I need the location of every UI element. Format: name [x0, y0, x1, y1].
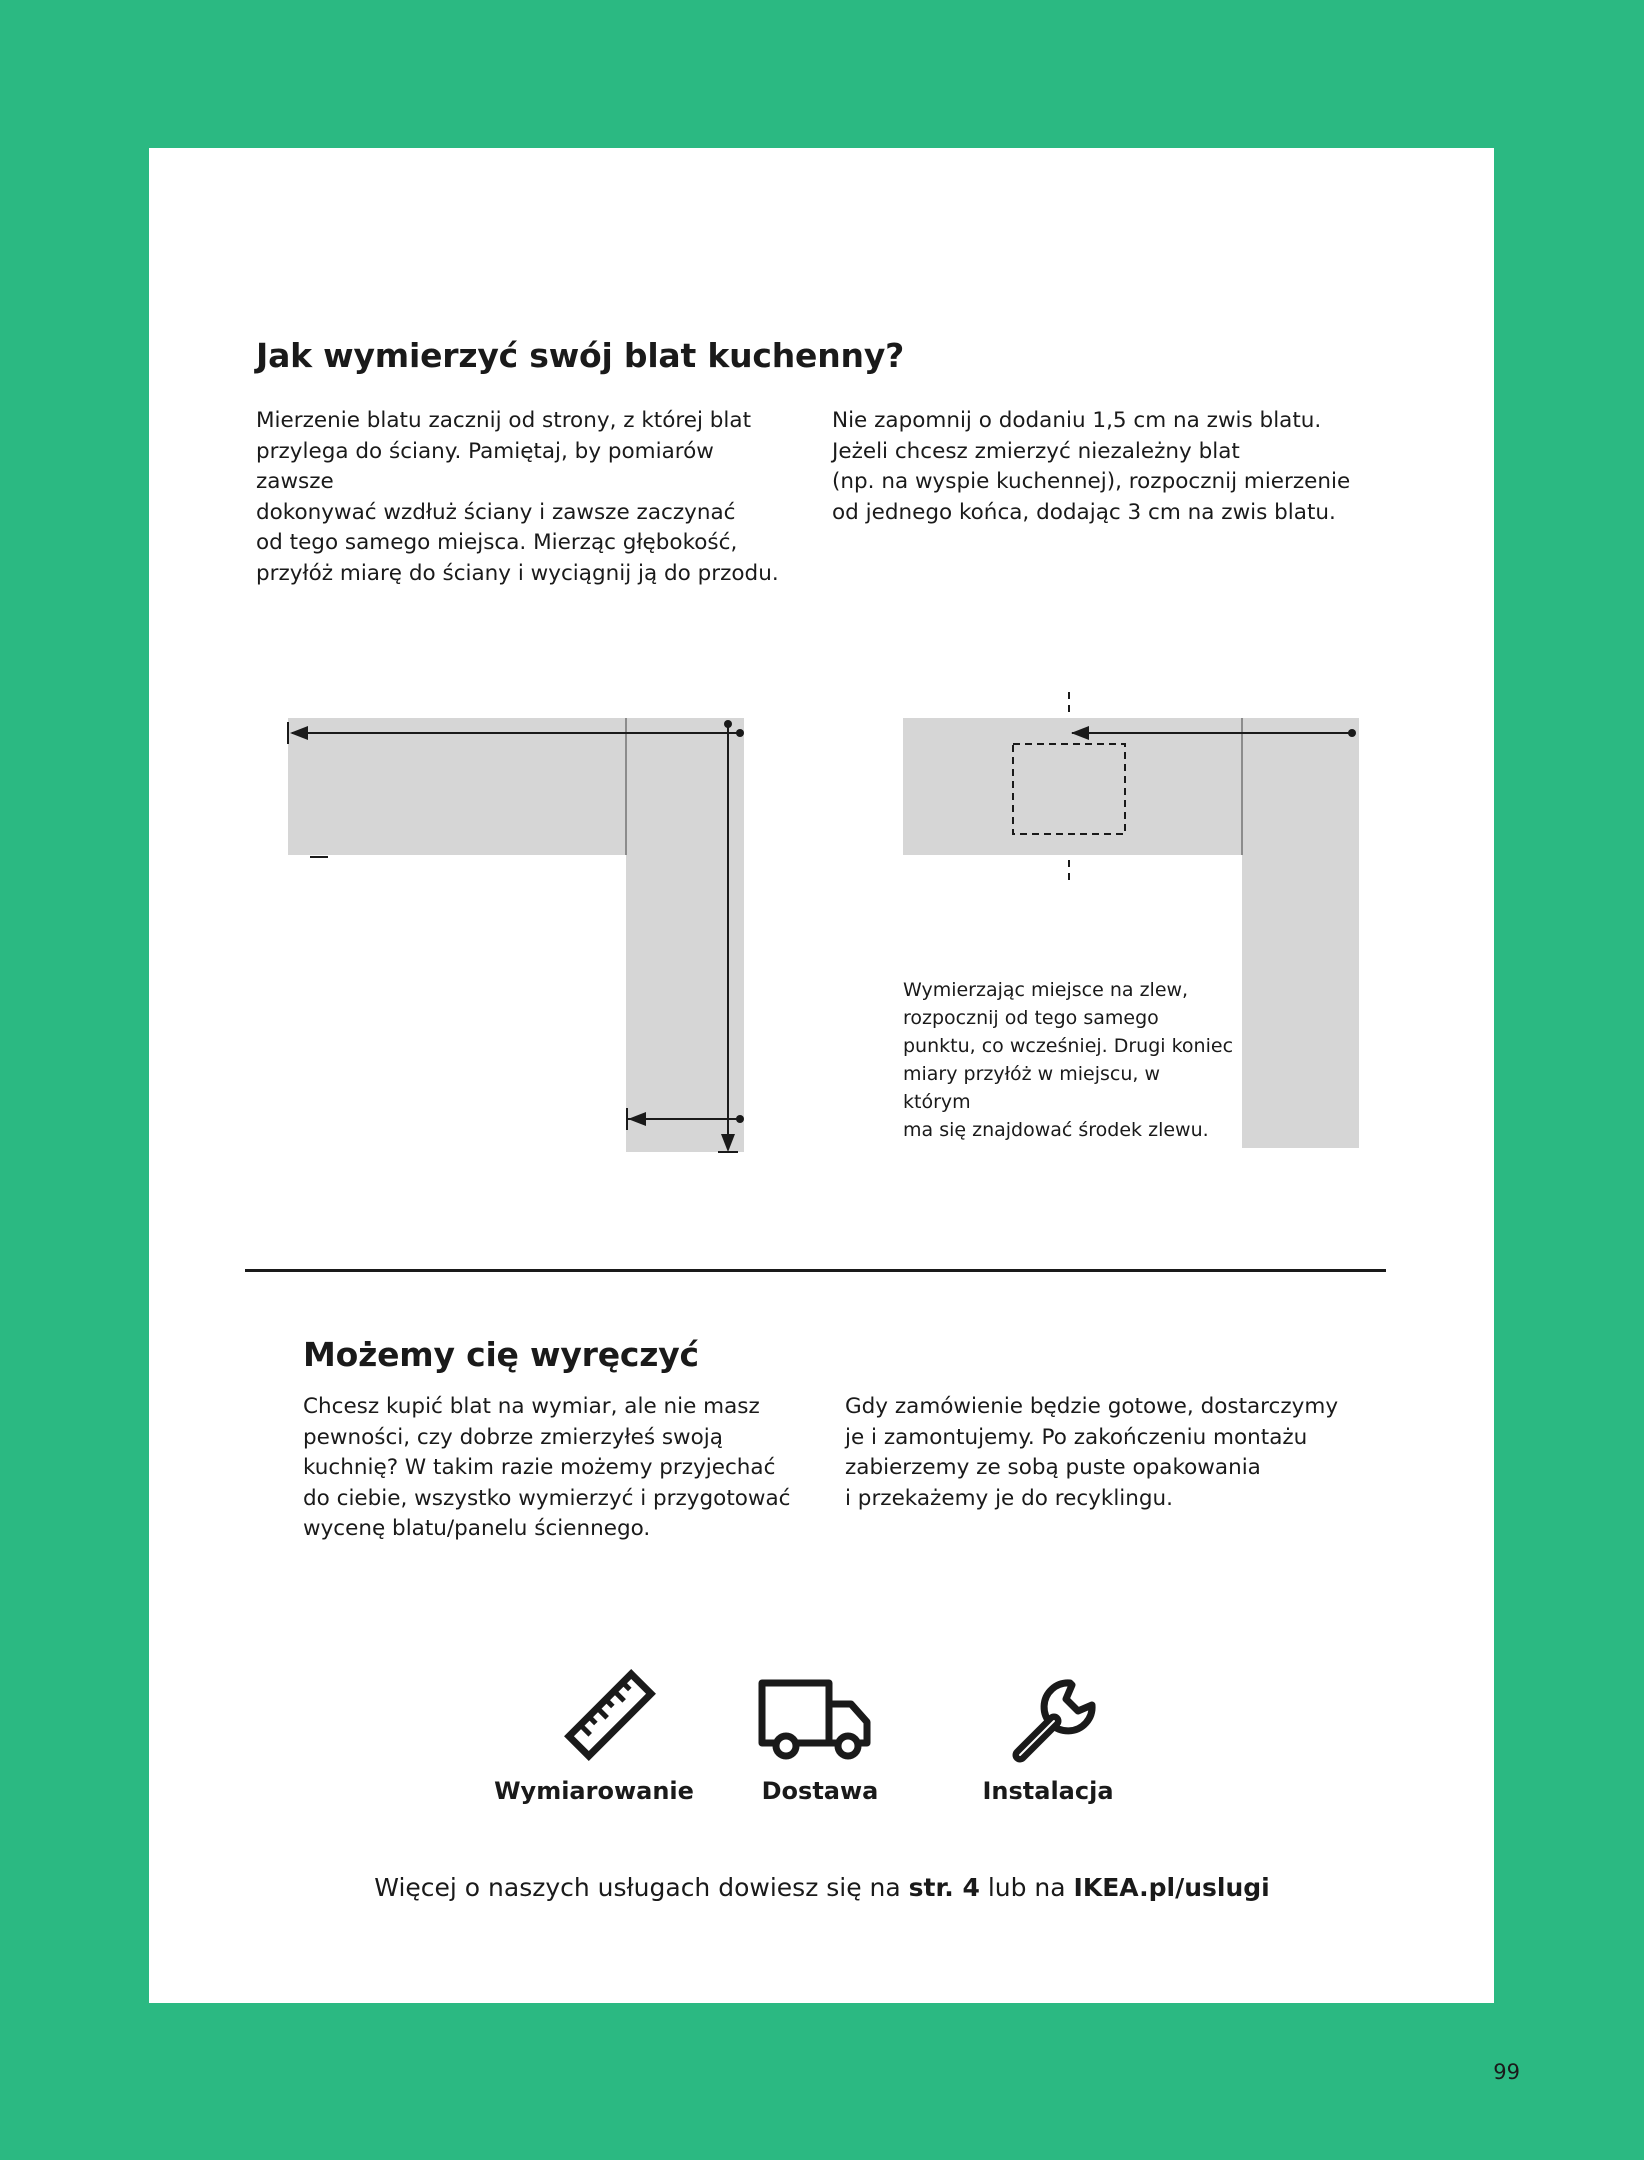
service-left-paragraph: Chcesz kupić blat na wymiar, ale nie masz pewności, czy dobrze zmierzyłeś swoją kuchnię? W takim razie możemy przyjechać do ciebie, wszystko wymierzyć i przygotować wycenę blatu/panelu ściennego. [303, 1394, 791, 1541]
sink-counter-side [1242, 718, 1359, 1148]
service-right-paragraph: Gdy zamówienie będzie gotowe, dostarczymy je i zamontujemy. Po zakończeniu montażu zabierzemy ze sobą puste opakowania i przekażemy je do recyklingu. [845, 1394, 1339, 1511]
footer-prefix: Więcej o naszych usługach dowiesz się na [374, 1873, 909, 1902]
services-footer-note [0, 1873, 1644, 1902]
sink-measure-start-dot [1348, 729, 1356, 737]
sink-caption: Wymierzając miejsce na zlew, rozpocznij od tego samego punktu, co wcześniej. Drugi koniec miary przyłóż w miejscu, w którym ma się znajdować środek zlewu. [903, 979, 1234, 1141]
measure-title: Jak wymierzyć swój blat kuchenny? [256, 336, 905, 375]
truck-icon [757, 1678, 873, 1760]
service-title: Możemy cię wyręczyć [303, 1335, 699, 1374]
footer-middle: lub na [979, 1873, 1074, 1902]
wrench-icon [1010, 1675, 1100, 1765]
service-label-installation: Instalacja [982, 1777, 1114, 1805]
footer-page-ref: str. 4 [908, 1873, 980, 1902]
measure-left-paragraph: Mierzenie blatu zacznij od strony, z której blat przylega do ściany. Pamiętaj, by pomiarów zawsze dokonywać wzdłuż ściany i zawsze zaczynać od tego samego miejsca. Mierząc głębokość, przyłóż miarę do ściany i wyciągnij ją do przodu. [256, 408, 779, 586]
measure-right-paragraph: Nie zapomnij o dodaniu 1,5 cm na zwis blatu. Jeżeli chcesz zmierzyć niezależny blat (np. na wyspie kuchennej), rozpocznij mierzenie od jednego końca, dodając 3 cm na zwis blatu. [832, 408, 1351, 525]
service-label-delivery: Dostawa [761, 1777, 879, 1805]
section-divider [245, 1269, 1386, 1272]
ruler-icon [560, 1665, 660, 1765]
service-label-measuring: Wymiarowanie [494, 1777, 694, 1805]
page-number: 99 [1493, 2060, 1520, 2084]
footer-link[interactable]: IKEA.pl/uslugi [1073, 1873, 1270, 1902]
